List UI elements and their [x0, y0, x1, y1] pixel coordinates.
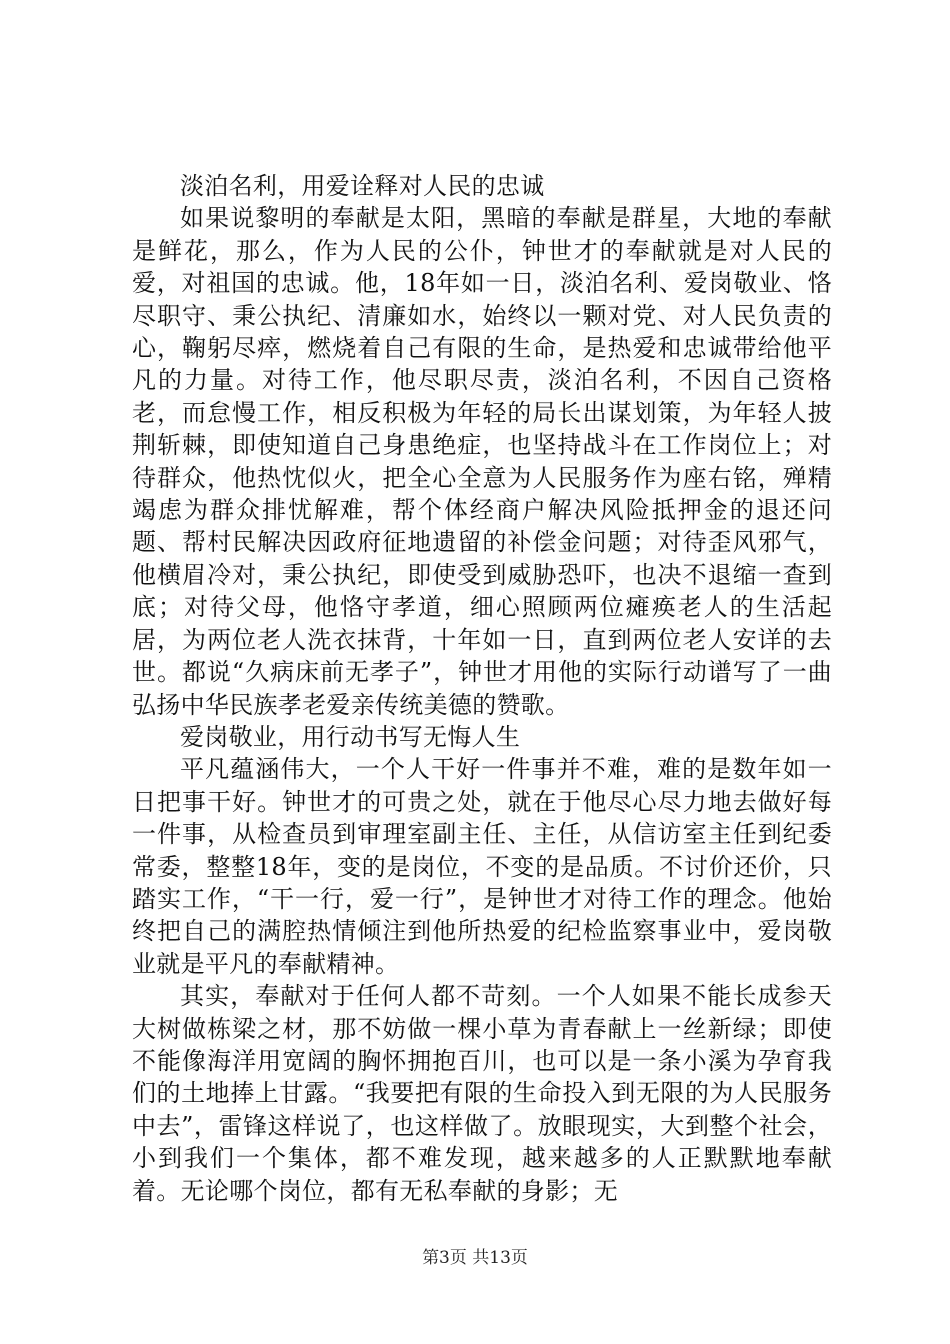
section-heading: 淡泊名利，用爱诠释对人民的忠诚	[180, 172, 545, 200]
body-paragraph: 平凡蕴涵伟大，一个人干好一件事并不难，难的是数年如一日把事干好。钟世才的可贵之处，就在于他尽心尽力地去做好每一件事，从检查员到审理室副主任、主任，从信访室主任到纪委常委，整整18年，变的是岗位，不变的是品质。不讨价还价，只踏实工作，“干一行，爱一行”，是钟世才对待工作的理念。他始终把自己的满腔热情倾注到他所热爱的纪检监察事业中，爱岗敬业就是平凡的奉献精神。	[132, 755, 832, 978]
body-paragraph: 如果说黎明的奉献是太阳，黑暗的奉献是群星，大地的奉献是鲜花，那么，作为人民的公仆，钟世才的奉献就是对人民的爱，对祖国的忠诚。他，18年如一日，淡泊名利、爱岗敬业、恪尽职守、秉公执纪、清廉如水，始终以一颗对党、对人民负责的心，鞠躬尽瘁，燃烧着自己有限的生命，是热爱和忠诚带给他平凡的力量。对待工作，他尽职尽责，淡泊名利，不因自己资格老，而怠慢工作，相反积极为年轻的局长出谋划策，为年轻人披荆斩棘，即使知道自己身患绝症，也坚持战斗在工作岗位上；对待群众，他热忱似火，把全心全意为人民服务作为座右铭，殚精竭虑为群众排忧解难，帮个体经商户解决风险抵押金的退还问题、帮村民解决因政府征地遗留的补偿金问题；对待歪风邪气，他横眉冷对，秉公执纪，即使受到威胁恐吓，也决不退缩一查到底；对待父母，他恪守孝道，细心照顾两位瘫痪老人的生活起居，为两位老人洗衣抹背，十年如一日，直到两位老人安详的去世。都说“久病床前无孝子”，钟世才用他的实际行动谱写了一曲弘扬中华民族孝老爱亲传统美德的赞歌。	[132, 204, 832, 719]
section-heading: 爱岗敬业，用行动书写无悔人生	[180, 722, 521, 751]
body-paragraph: 其实，奉献对于任何人都不苛刻。一个人如果不能长成参天大树做栋梁之材，那不妨做一棵小草为青春献上一丝新绿；即使不能像海洋用宽阔的胸怀拥抱百川，也可以是一条小溪为孕育我们的土地捧上甘露。“我要把有限的生命投入到无限的为人民服务中去”，雷锋这样说了，也这样做了。放眼现实，大到整个社会，小到我们一个集体，都不难发现，越来越多的人正默默地奉献着。无论哪个岗位，都有无私奉献的身影；无	[132, 982, 832, 1205]
page-number-footer: 第3页 共13页	[422, 1248, 528, 1268]
document-body	[132, 170, 832, 1207]
